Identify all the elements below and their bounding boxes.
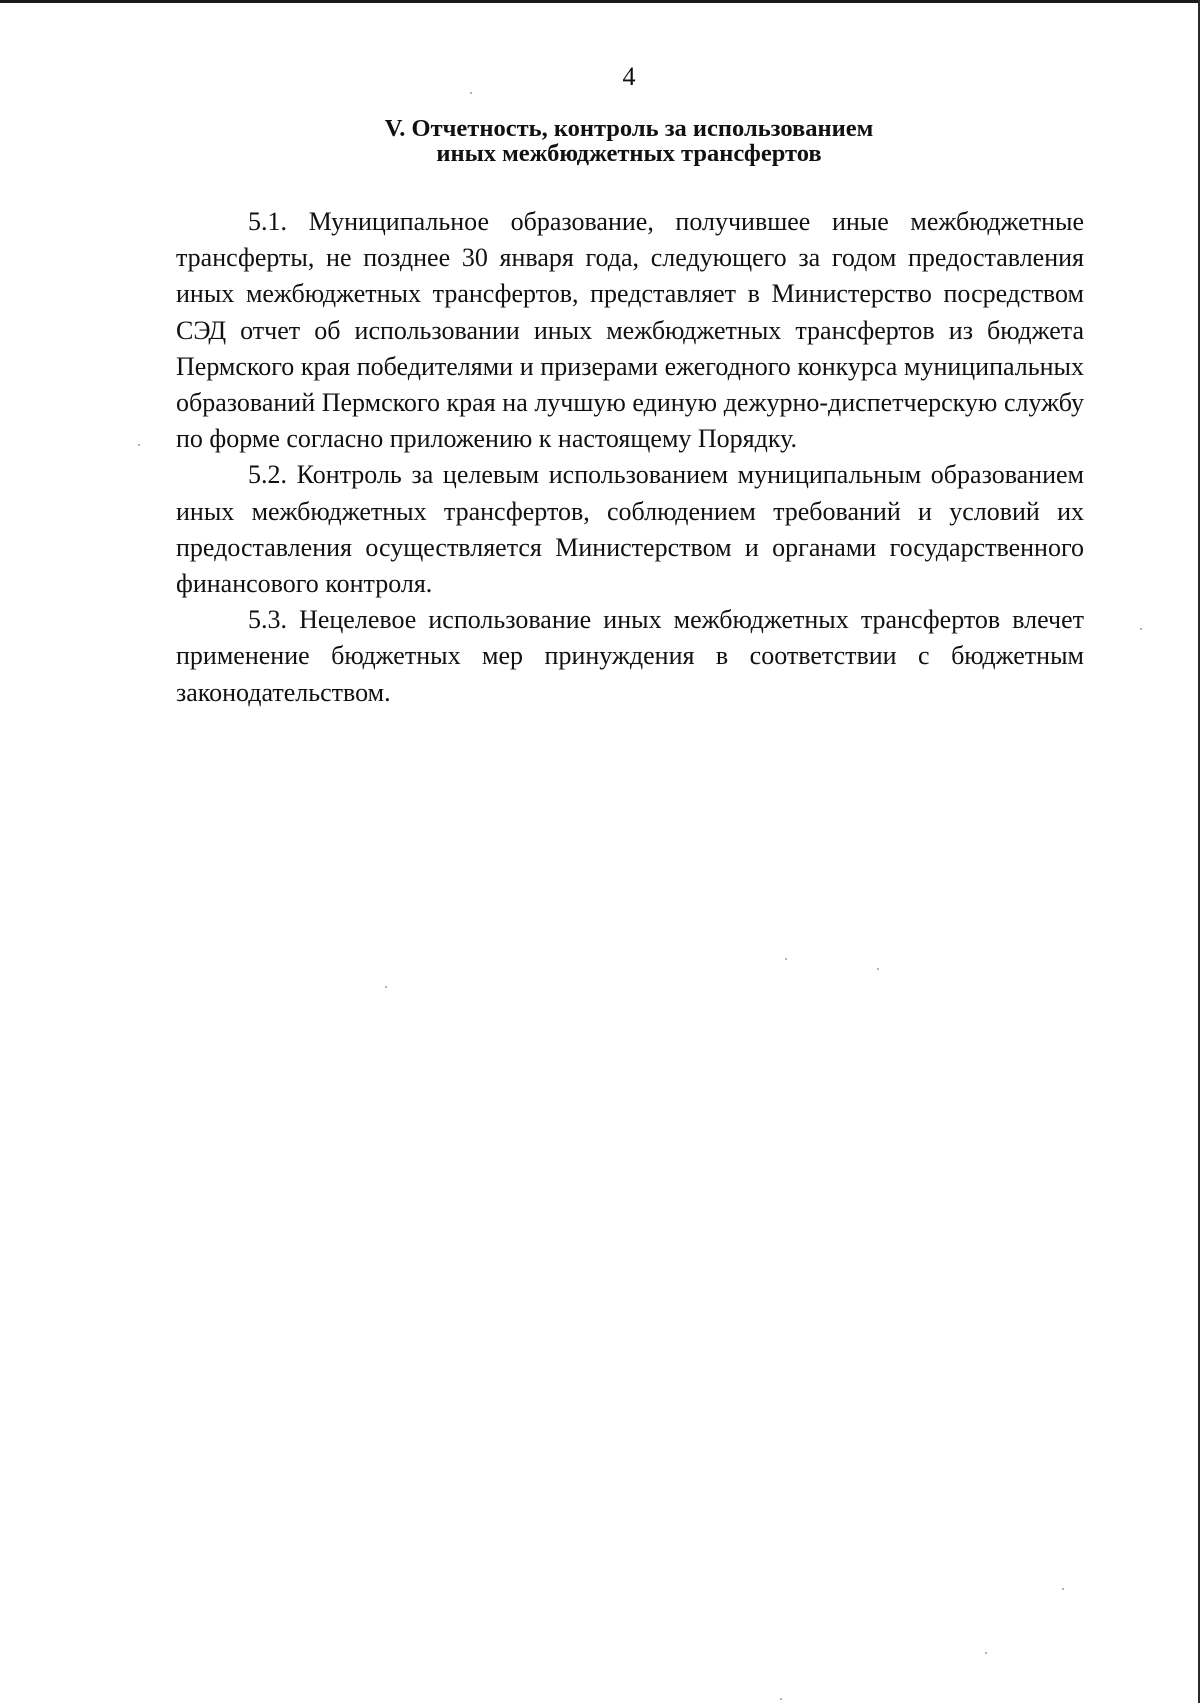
paragraph-5-3: 5.3. Нецелевое использование иных межбюджетных трансфертов влечет применение бюджетных мер принуждения в соответствии с бюджетным законодательством. (176, 605, 1084, 707)
paragraph-5-2: 5.2. Контроль за целевым использованием муниципальным образованием иных межбюджетных трансфертов, соблюдением требований и условий их предоставления осуществляется Министерством и органами государственного финансового контроля. (176, 460, 1084, 599)
scan-speck (985, 1652, 987, 1654)
scan-speck (138, 444, 140, 446)
section-body (176, 204, 1084, 711)
scan-speck (385, 986, 387, 988)
scan-speck (877, 968, 879, 970)
section-heading-line-2: иных межбюджетных трансфертов (436, 140, 822, 167)
scan-edge-top (0, 0, 1200, 3)
scan-speck (1140, 628, 1142, 630)
section-heading-line-1: V. Отчетность, контроль за использованием (384, 115, 874, 142)
scan-speck (1062, 1588, 1064, 1590)
paragraph-5-1: 5.1. Муниципальное образование, получившее иные межбюджетные трансферты, не позднее 30 января года, следующего за годом предоставления иных межбюджетных трансфертов, представляет в Министерство посредством СЭД отчет об использовании иных межбюджетных трансфертов из бюджета Пермского края победителями и призерами ежегодного конкурса муниципальных образований Пермского края на лучшую единую дежурно-диспетчерскую службу по форме согласно приложению к настоящему Порядку. (176, 207, 1084, 454)
scan-speck (780, 1698, 782, 1700)
section-heading (0, 116, 1200, 166)
scan-speck (470, 92, 472, 94)
scan-speck (785, 958, 787, 960)
page-number: 4 (622, 62, 636, 91)
